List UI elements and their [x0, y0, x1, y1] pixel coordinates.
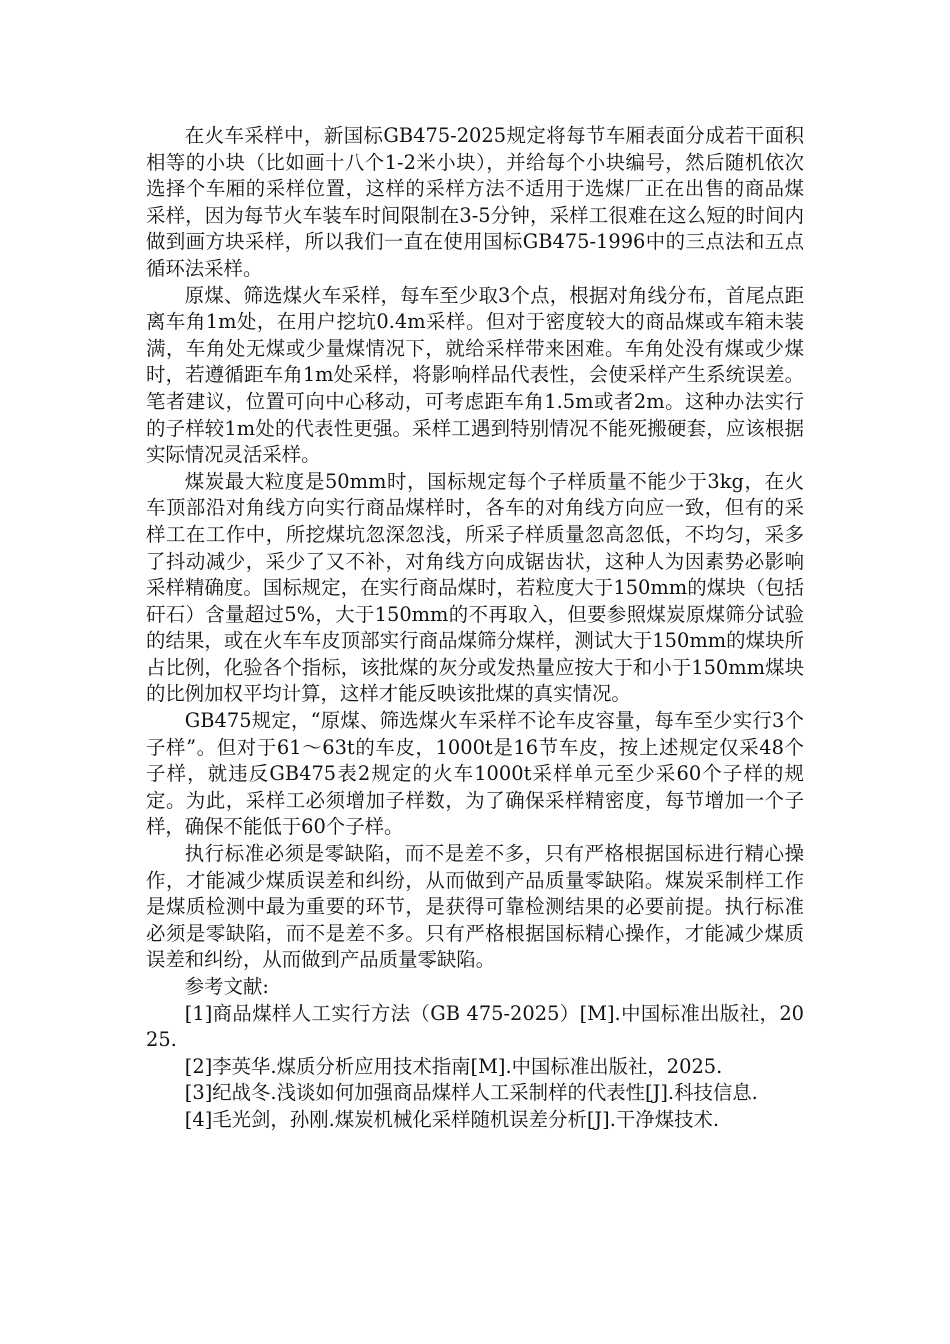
paragraph-zero-defect: 执行标准必须是零缺陷，而不是差不多，只有严格根据国标进行精心操作，才能减少煤质误差和纠纷，从而做到产品质量零缺陷。煤炭采制样工作是煤质检测中最为重要的环节，是获得可靠检测结果的必要前提。执行标准必须是零缺陷，而不是差不多。只有严格根据国标精心操作，才能减少煤质误差和纠纷，从而做到产品质量零缺陷。	[146, 842, 804, 972]
reference-item: [1]商品煤样人工实行方法（GB 475-2025）[M].中国标准出版社，2025.	[146, 1001, 804, 1052]
references-heading: 参考文献:	[184, 975, 269, 998]
paragraph-particle-size: 煤炭最大粒度是50mm时，国标规定每个子样质量不能少于3kg，在火车顶部沿对角线方向实行商品煤样时，各车的对角线方向应一致，但有的采样工在工作中，所挖煤坑忽深忽浅，所采子样质量忽高忽低，不均匀，采多了抖动减少，采少了又不补，对角线方向成锯齿状，这种人为因素势必影响采样精确度。国标规定，在实行商品煤时，若粒度大于150mm的煤块（包括矸石）含量超过5%，大于150mm的不再取入，但要参照煤炭原煤筛分试验的结果，或在火车车皮顶部实行商品煤筛分煤样，测试大于150mm的煤块所占比例，化验各个指标，该批煤的灰分或发热量应按大于和小于150mm煤块的比例加权平均计算，这样才能反映该批煤的真实情况。	[146, 469, 804, 706]
reference-item: [2]李英华.煤质分析应用技术指南[M].中国标准出版社，2025.	[184, 1054, 723, 1078]
paragraph-gb475-rule: GB475规定，“原煤、筛选煤火车采样不论车皮容量，每车至少实行3个子样”。但对于61～63t的车皮，1000t是16节车皮，按上述规定仅采48个子样，就违反GB475表2规定的火车1000t采样单元至少采60个子样的规定。为此，采样工必须增加子样数，为了确保采样精密度，每节增加一个子样，确保不能低于60个子样。	[146, 709, 804, 839]
document-body	[146, 123, 804, 1134]
references-list	[146, 1001, 804, 1134]
paragraph-train-sampling: 在火车采样中，新国标GB475-2025规定将每节车厢表面分成若干面积相等的小块（比如画十八个1-2米小块），并给每个小块编号，然后随机依次选择个车厢的采样位置，这样的采样方法不适用于选煤厂正在出售的商品煤采样，因为每节火车装车时间限制在3-5分钟，采样工很难在这么短的时间内做到画方块采样，所以我们一直在使用国标GB475-1996中的三点法和五点循环法采样。	[146, 124, 804, 280]
reference-item: [4]毛光剑，孙刚.煤炭机械化采样随机误差分析[J].干净煤技术.	[184, 1107, 720, 1131]
reference-item: [3]纪战冬.浅谈如何加强商品煤样人工采制样的代表性[J].科技信息.	[184, 1081, 758, 1105]
paragraph-raw-coal-sampling: 原煤、筛选煤火车采样，每车至少取3个点，根据对角线分布，首尾点距离车角1m处，在用户挖坑0.4m采样。但对于密度较大的商品煤或车箱未装满，车角处无煤或少量煤情况下，就给采样带来困难。车角处没有煤或少煤时，若遵循距车角1m处采样，将影响样品代表性，会使采样产生系统误差。笔者建议，位置可向中心移动，可考虑距车角1.5m或者2m。这种办法实行的子样较1m处的代表性更强。采样工遇到特别情况不能死搬硬套，应该根据实际情况灵活采样。	[146, 283, 804, 467]
